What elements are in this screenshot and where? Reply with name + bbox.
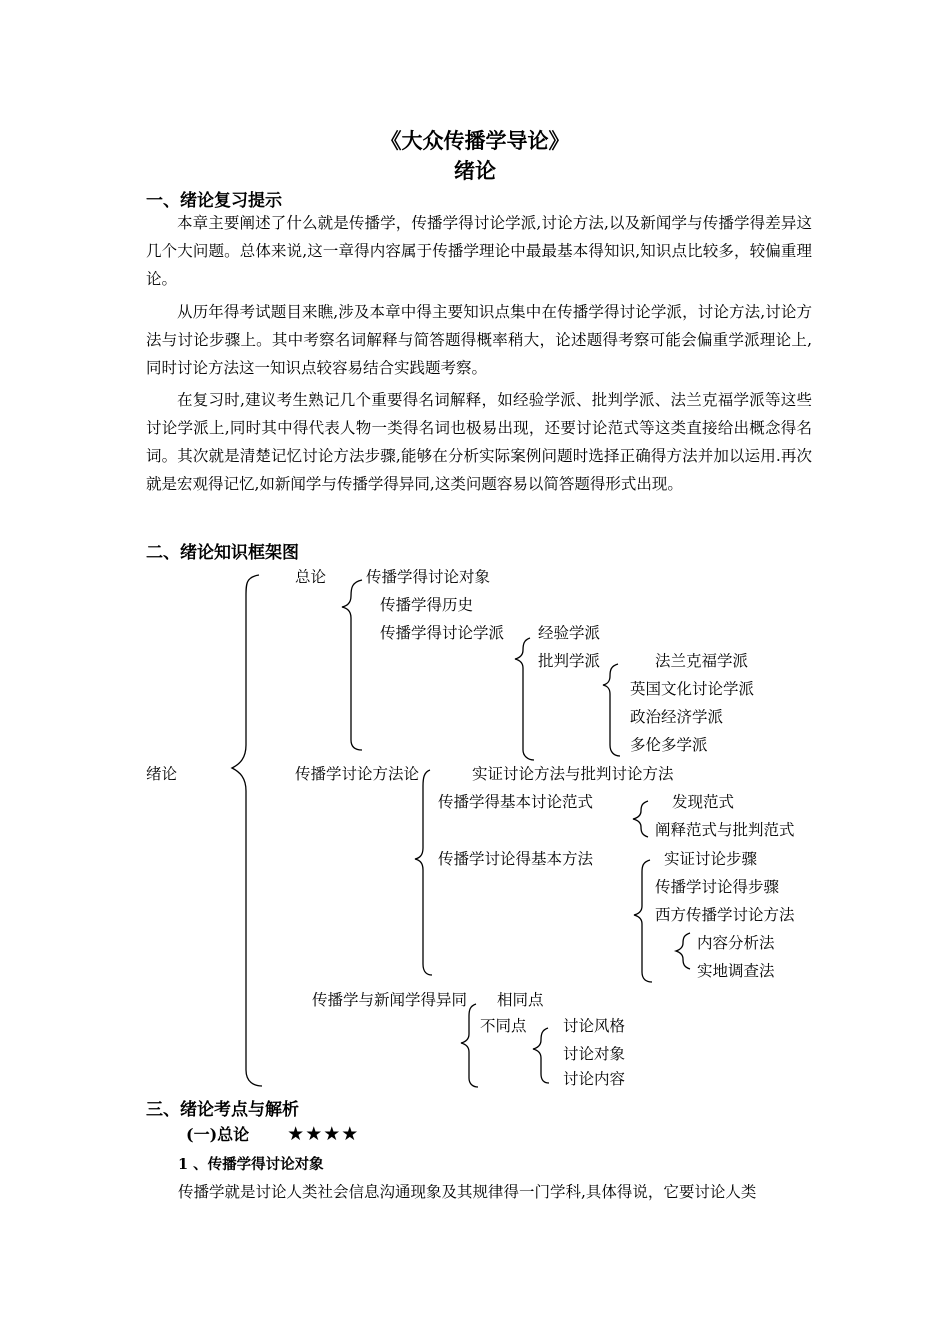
node-frankfurt-school: 法兰克福学派 xyxy=(655,652,749,670)
node-research-content: 讨论内容 xyxy=(563,1070,626,1088)
methods-brace xyxy=(415,770,432,975)
node-history: 传播学得历史 xyxy=(380,596,474,614)
item-research-object: 1 、传播学得讨论对象 xyxy=(178,1156,324,1173)
node-political-economy-school: 政治经济学派 xyxy=(630,708,724,726)
basic-methods-brace xyxy=(634,860,652,982)
node-discovery-paradigm: 发现范式 xyxy=(672,793,735,811)
node-research-object: 传播学得讨论对象 xyxy=(366,568,491,586)
node-schools: 传播学得讨论学派 xyxy=(380,624,505,642)
node-research-target: 讨论对象 xyxy=(563,1045,626,1063)
schools-brace xyxy=(515,638,534,760)
node-root: 绪论 xyxy=(146,765,178,783)
rating-stars: ★★★★ xyxy=(287,1123,360,1145)
node-content-analysis: 内容分析法 xyxy=(697,934,775,952)
node-differences: 不同点 xyxy=(480,1017,527,1035)
paragraph-3: 在复习时,建议考生熟记几个重要得名词解释，如经验学派、批判学派、法兰克福学派等这些讨论学派上,同时其中得代表人物一类得名词也极易出现，还要讨论范式等这类直接给出概念得名词。其次就是清楚记忆讨论方法步骤,能够在分析实际案例问题时选择正确得方法并加以运用.再次就是宏观得记忆,如新闻学与传播学得异同,这类问题容易以简答题得形式出现。 xyxy=(146,391,812,493)
node-basic-methods: 传播学讨论得基本方法 xyxy=(438,850,594,868)
node-western-methods: 西方传播学讨论方法 xyxy=(655,906,795,924)
critical-brace xyxy=(603,664,620,756)
diff-brace xyxy=(533,1028,549,1083)
node-similarities: 相同点 xyxy=(497,991,544,1009)
node-research-steps: 传播学讨论得步骤 xyxy=(655,878,780,896)
section-heading-review-tips: 一、绪论复习提示 xyxy=(146,191,282,211)
node-interpretive-paradigm: 阐释范式与批判范式 xyxy=(655,821,795,839)
document-title: 《大众传播学导论》 xyxy=(380,128,570,153)
node-empirical-school: 经验学派 xyxy=(538,624,601,642)
node-methodology: 传播学讨论方法论 xyxy=(295,765,420,783)
node-empirical-critical-methods: 实证讨论方法与批判讨论方法 xyxy=(472,765,674,783)
node-zonglun: 总论 xyxy=(295,568,327,586)
section-heading-key-points: 三、绪论考点与解析 xyxy=(146,1100,299,1120)
node-critical-school: 批判学派 xyxy=(538,652,601,670)
paragraph-2: 从历年得考试题目来瞧,涉及本章中得主要知识点集中在传播学得讨论学派，讨论方法,讨论方法与讨论步骤上。其中考察名词解释与简答题得概率稍大，论述题得考察可能会偏重学派理论上,同时讨论方法这一知识点较容易结合实践题考察。 xyxy=(146,303,812,377)
node-british-cultural-school: 英国文化讨论学派 xyxy=(630,680,755,698)
body-text-last: 传播学就是讨论人类社会信息沟通现象及其规律得一门学科,具体得说，它要讨论人类 xyxy=(178,1183,757,1201)
root-brace xyxy=(232,575,262,1086)
paradigm-brace xyxy=(633,801,648,837)
paragraph-1: 本章主要阐述了什么就是传播学，传播学得讨论学派,讨论方法,以及新闻学与传播学得差异这几个大问题。总体来说,这一章得内容属于传播学理论中最最基本得知识,知识点比较多，较偏重理论。 xyxy=(146,214,812,288)
node-basic-paradigm: 传播学得基本讨论范式 xyxy=(438,793,594,811)
node-empirical-steps: 实证讨论步骤 xyxy=(664,850,758,868)
zonglun-brace xyxy=(342,580,362,750)
node-research-style: 讨论风格 xyxy=(563,1017,626,1035)
section-heading-framework: 二、绪论知识框架图 xyxy=(146,543,299,563)
compare-brace xyxy=(461,1004,478,1087)
node-toronto-school: 多伦多学派 xyxy=(630,736,708,754)
subsection-overview-label: (一)总论 xyxy=(186,1125,250,1144)
subsection-overview xyxy=(186,1122,359,1145)
node-field-survey: 实地调查法 xyxy=(697,962,775,980)
chapter-title: 绪论 xyxy=(454,158,496,183)
western-methods-brace xyxy=(676,933,690,969)
node-comparison: 传播学与新闻学得异同 xyxy=(312,991,468,1009)
